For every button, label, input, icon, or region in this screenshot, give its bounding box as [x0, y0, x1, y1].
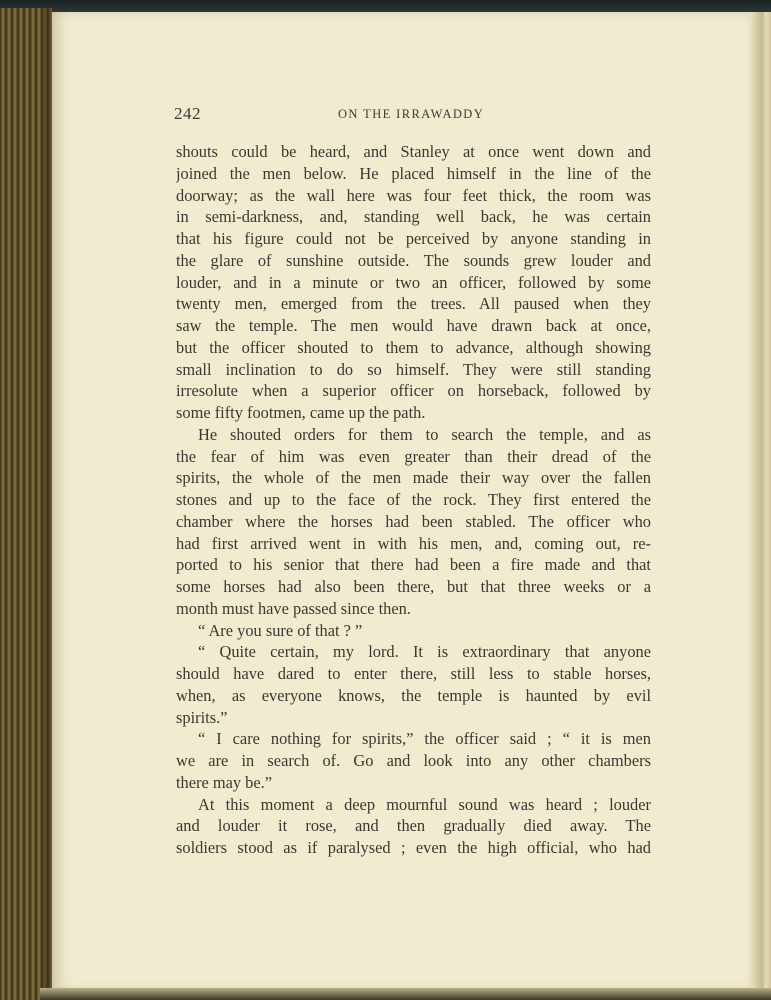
text-line: He shouted orders for them to search the temple, and as [198, 424, 651, 444]
text-line: should have dared to enter there, still less to stable horses, [176, 664, 651, 683]
text-line: some horses had also been there, but that three weeks or a [176, 577, 651, 596]
text-line: but the officer shouted to them to advance, although showing [176, 337, 651, 357]
text-line: and louder it rose, and then gradually died away. The [176, 816, 651, 836]
text-line: the fear of him was even greater than their dread of the [176, 446, 651, 466]
page-number: 242 [174, 104, 201, 123]
running-title: ON THE IRRAWADDY [338, 107, 485, 121]
text-line: when, as everyone knows, the temple is haunted by evil [176, 685, 651, 705]
text-line: some fifty footmen, came up the path. [176, 403, 426, 422]
text-line: joined the men below. He placed himself in the line of the [176, 163, 651, 183]
text-line: At this moment a deep mournful sound was heard ; louder [198, 794, 651, 814]
text-line: had first arrived went in with his men, and, coming out, re- [176, 533, 651, 553]
text-line: the glare of sunshine outside. The sounds grew louder and [176, 250, 651, 270]
running-head [174, 104, 650, 126]
text-line: “ I care nothing for spirits,” the officer said ; “ it is men [198, 729, 651, 749]
text-line: spirits, the whole of the men made their way over the fallen [176, 468, 651, 488]
text-line: saw the temple. The men would have drawn back at once, [176, 316, 651, 335]
text-line: that his figure could not be perceived by anyone standing in [176, 229, 651, 248]
text-line: small inclination to do so himself. They were still standing [176, 359, 651, 379]
text-line: louder, and in a minute or two an officer, followed by some [176, 272, 651, 292]
text-line: ported to his senior that there had been a fire made and that [176, 555, 651, 575]
text-line: “ Quite certain, my lord. It is extraordinary that anyone [198, 642, 651, 662]
text-line: soldiers stood as if paralysed ; even the high official, who had [176, 838, 651, 857]
text-line: in semi-darkness, and, standing well back, he was certain [176, 207, 651, 227]
page-fore-edge [750, 12, 771, 1000]
text-line: stones and up to the face of the rock. They first entered the [176, 490, 651, 509]
text-line: irresolute when a superior officer on horseback, followed by [176, 381, 651, 401]
text-line: shouts could be heard, and Stanley at once went down and [176, 142, 651, 161]
text-line: spirits.” [176, 707, 228, 727]
text-line: “ Are you sure of that ? ” [198, 620, 363, 640]
text-line: chamber where the horses had been stabled. The officer who [176, 511, 651, 531]
book-bottom-edge [40, 988, 771, 1000]
text-line: twenty men, emerged from the trees. All paused when they [176, 294, 651, 314]
text-line: there may be.” [176, 772, 273, 792]
body-text [176, 141, 651, 859]
text-line: doorway; as the wall here was four feet thick, the room was [176, 185, 651, 205]
text-line: month must have passed since then. [176, 598, 411, 618]
text-line: we are in search of. Go and look into any other chambers [176, 751, 651, 770]
book-top-edge [0, 0, 771, 12]
